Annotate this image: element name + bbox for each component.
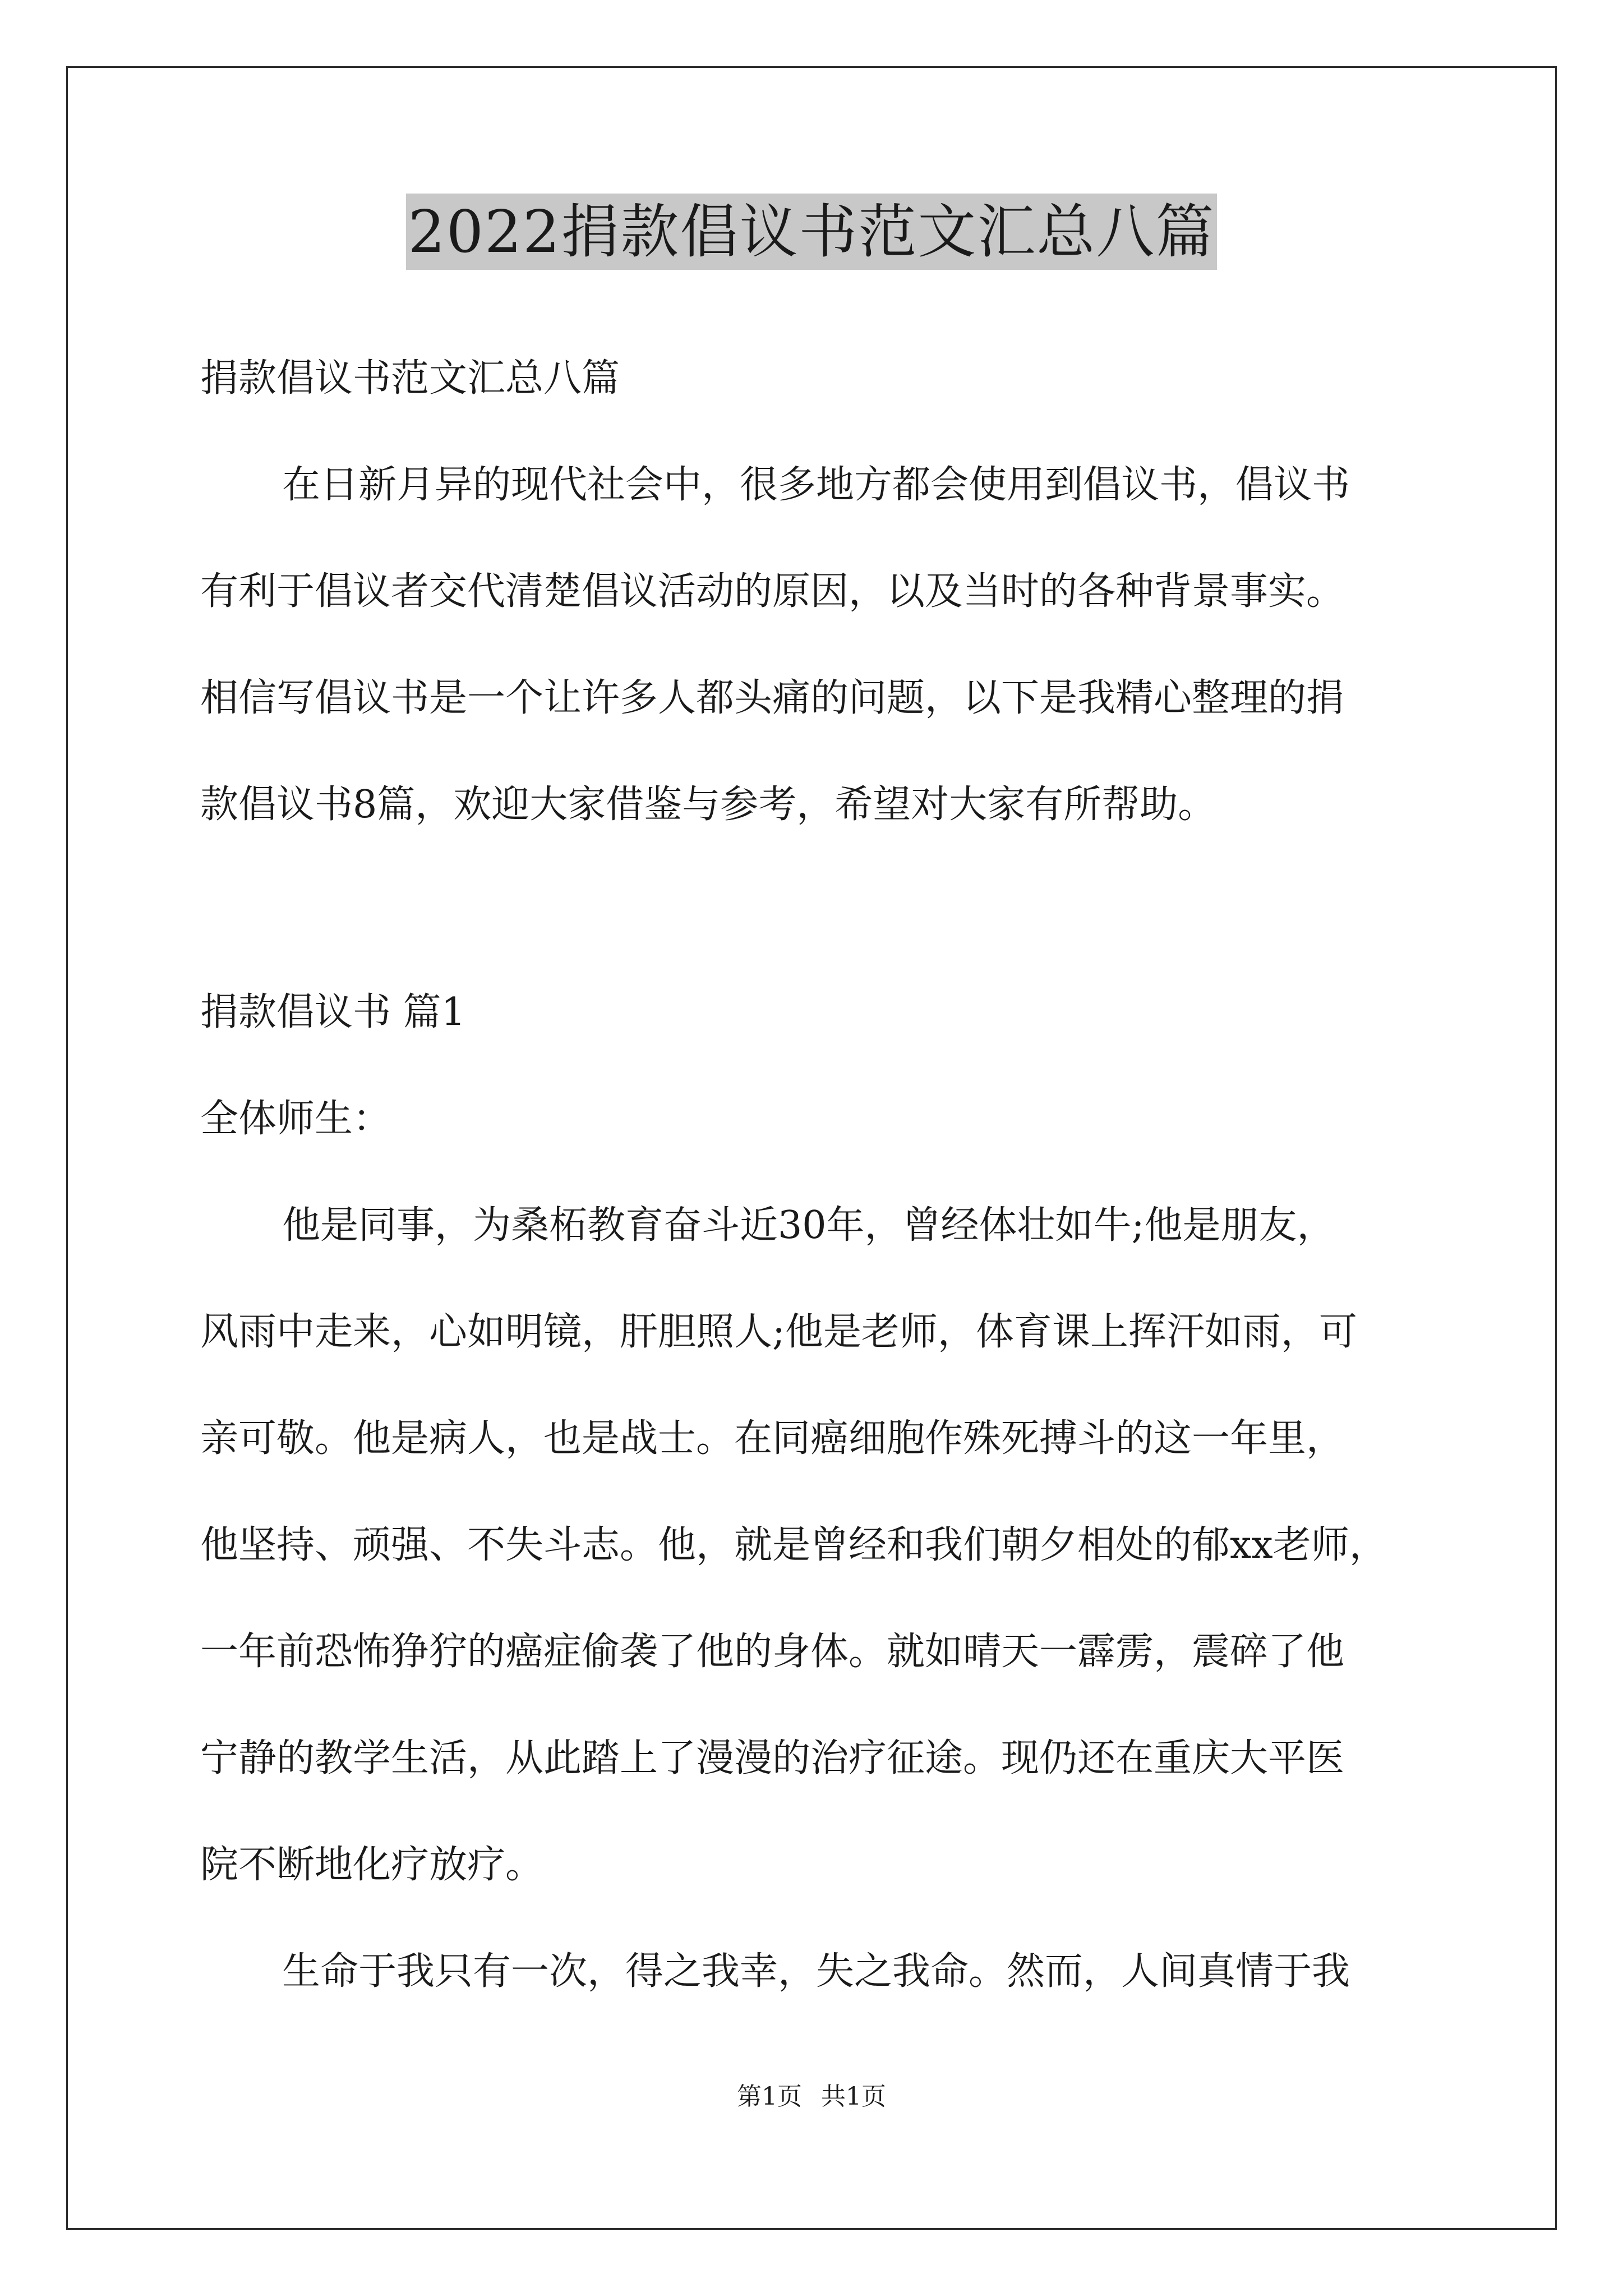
section-heading: 捐款倡议书 篇1 [200,990,465,1034]
paragraph-line: 院不断地化疗放疗。 [200,1843,544,1887]
page-number: 第1页 [737,2082,802,2111]
intro-line: 在日新月异的现代社会中，很多地方都会使用到倡议书，倡议书 [282,463,1350,507]
paragraph-line: 一年前恐怖狰狞的癌症偷袭了他的身体。就如晴天一霹雳，震碎了他 [200,1630,1345,1674]
paragraph-line: 生命于我只有一次，得之我幸，失之我命。然而，人间真情于我 [282,1949,1350,1994]
document-title: 2022捐款倡议书范文汇总八篇 [406,194,1218,270]
intro-line: 相信写倡议书是一个让许多人都头痛的问题，以下是我精心整理的捐 [200,676,1345,720]
paragraph-line: 宁静的教学生活，从此踏上了漫漫的治疗征途。现仍还在重庆大平医 [200,1736,1345,1780]
page-footer [0,2080,1623,2114]
subtitle: 捐款倡议书范文汇总八篇 [200,356,620,401]
intro-line: 款倡议书8篇，欢迎大家借鉴与参考，希望对大家有所帮助。 [200,783,1216,827]
paragraph-line: 亲可敬。他是病人，也是战士。在同癌细胞作殊死搏斗的这一年里， [200,1416,1345,1461]
intro-line: 有利于倡议者交代清楚倡议活动的原因，以及当时的各种背景事实。 [200,569,1345,614]
paragraph-line: 风雨中走来，心如明镜，肝胆照人;他是老师，体育课上挥汗如雨，可 [200,1310,1357,1354]
title-container [0,194,1623,270]
page-total: 共1页 [821,2082,886,2111]
salutation: 全体师生： [200,1097,391,1141]
paragraph-line: 他坚持、顽强、不失斗志。他，就是曾经和我们朝夕相处的郁xx老师， [200,1523,1387,1567]
paragraph-line: 他是同事，为桑柘教育奋斗近30年，曾经体壮如牛;他是朋友， [282,1203,1335,1248]
